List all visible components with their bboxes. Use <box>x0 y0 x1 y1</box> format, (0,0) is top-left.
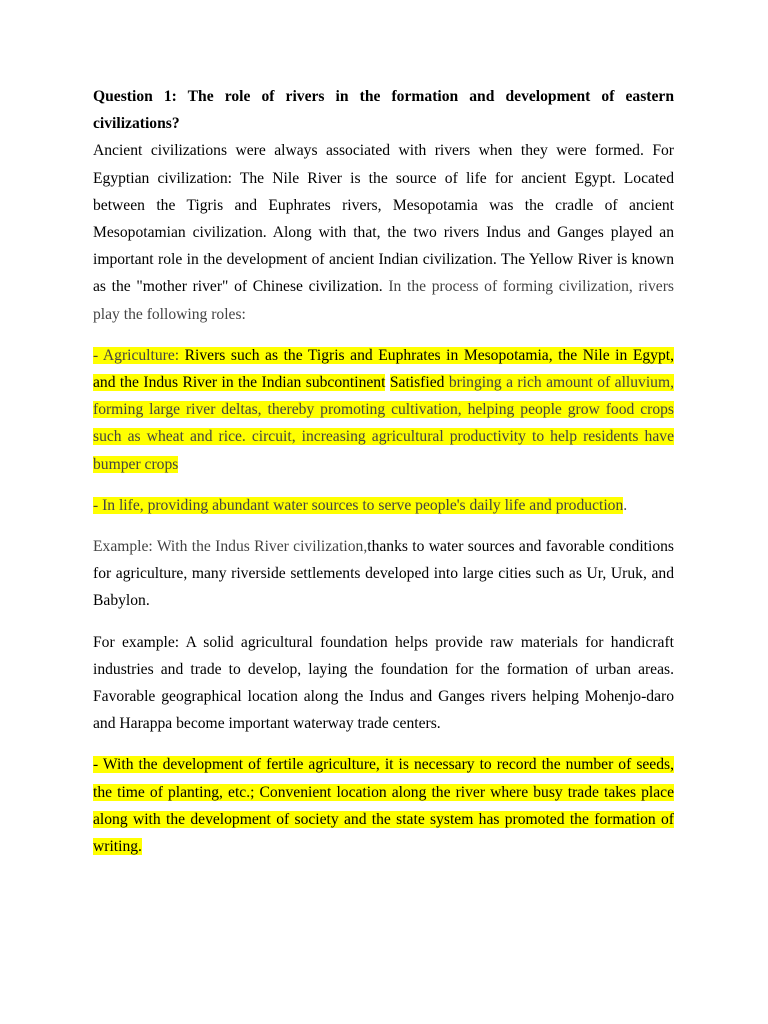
writing-text: - With the development of fertile agriculture, it is necessary to record the number of seeds, the time of planting, etc.; Convenient location along the river where busy trade takes place along with the development of society and the state system has promoted the formation of writing. <box>93 756 674 856</box>
intro-main-text: Ancient civilizations were always associated with rivers when they were formed. For Egyptian civilization: The Nile River is the source of life for ancient Egypt. Located between the Tigris and Euphrates rivers, Mesopotamia was the cradle of ancient Mesopotamian civilization. Along with that, the two rivers Indus and Ganges played an important role in the development of ancient Indian civilization. The Yellow River is known as the "mother river" of Chinese civilization. <box>93 142 674 296</box>
life-paragraph <box>93 492 674 519</box>
question-heading: Question 1: The role of rivers in the formation and development of eastern civilizations? <box>93 88 674 133</box>
intro-paragraph <box>93 137 674 327</box>
example2-paragraph: For example: A solid agricultural foundation helps provide raw materials for handicraft industries and trade to develop, laying the foundation for the formation of urban areas. Favorable geographical location along the Indus and Ganges rivers helping Mohenjo-daro and Harappa become important waterway trade centers. <box>93 633 674 733</box>
life-text: providing abundant water sources to serve people's daily life and production <box>147 496 624 514</box>
writing-paragraph <box>93 751 674 860</box>
document-page <box>93 83 674 860</box>
agriculture-alluvium-text: bringing a rich amount of alluvium, forming large river deltas, thereby promoting cultivation, helping people grow food crops such as wheat and rice. circuit, increasing agricultural productivity to help residents have bumper crops <box>93 374 675 473</box>
example1-lead: Example: With the Indus River civilization, <box>93 538 368 556</box>
example1-text: thanks to water sources and favorable conditions for agriculture, many riverside settlements developed into large cities such as Ur, Uruk, and Babylon. <box>93 538 674 610</box>
life-label: - In life, <box>93 496 148 514</box>
intro-tail-text: In the process of forming civilization, rivers play the following roles: <box>93 278 674 323</box>
agriculture-rivers-text: Rivers such as the Tigris and Euphrates in Mesopotamia, the Nile in Egypt, and the Indus River in the Indian subcontinent <box>93 346 674 392</box>
example1-paragraph <box>93 533 674 615</box>
agriculture-satisfied-text: Satisfied <box>389 374 445 392</box>
agriculture-paragraph <box>93 342 674 478</box>
life-end: . <box>623 496 628 514</box>
agriculture-label: - Agriculture: <box>93 346 185 364</box>
